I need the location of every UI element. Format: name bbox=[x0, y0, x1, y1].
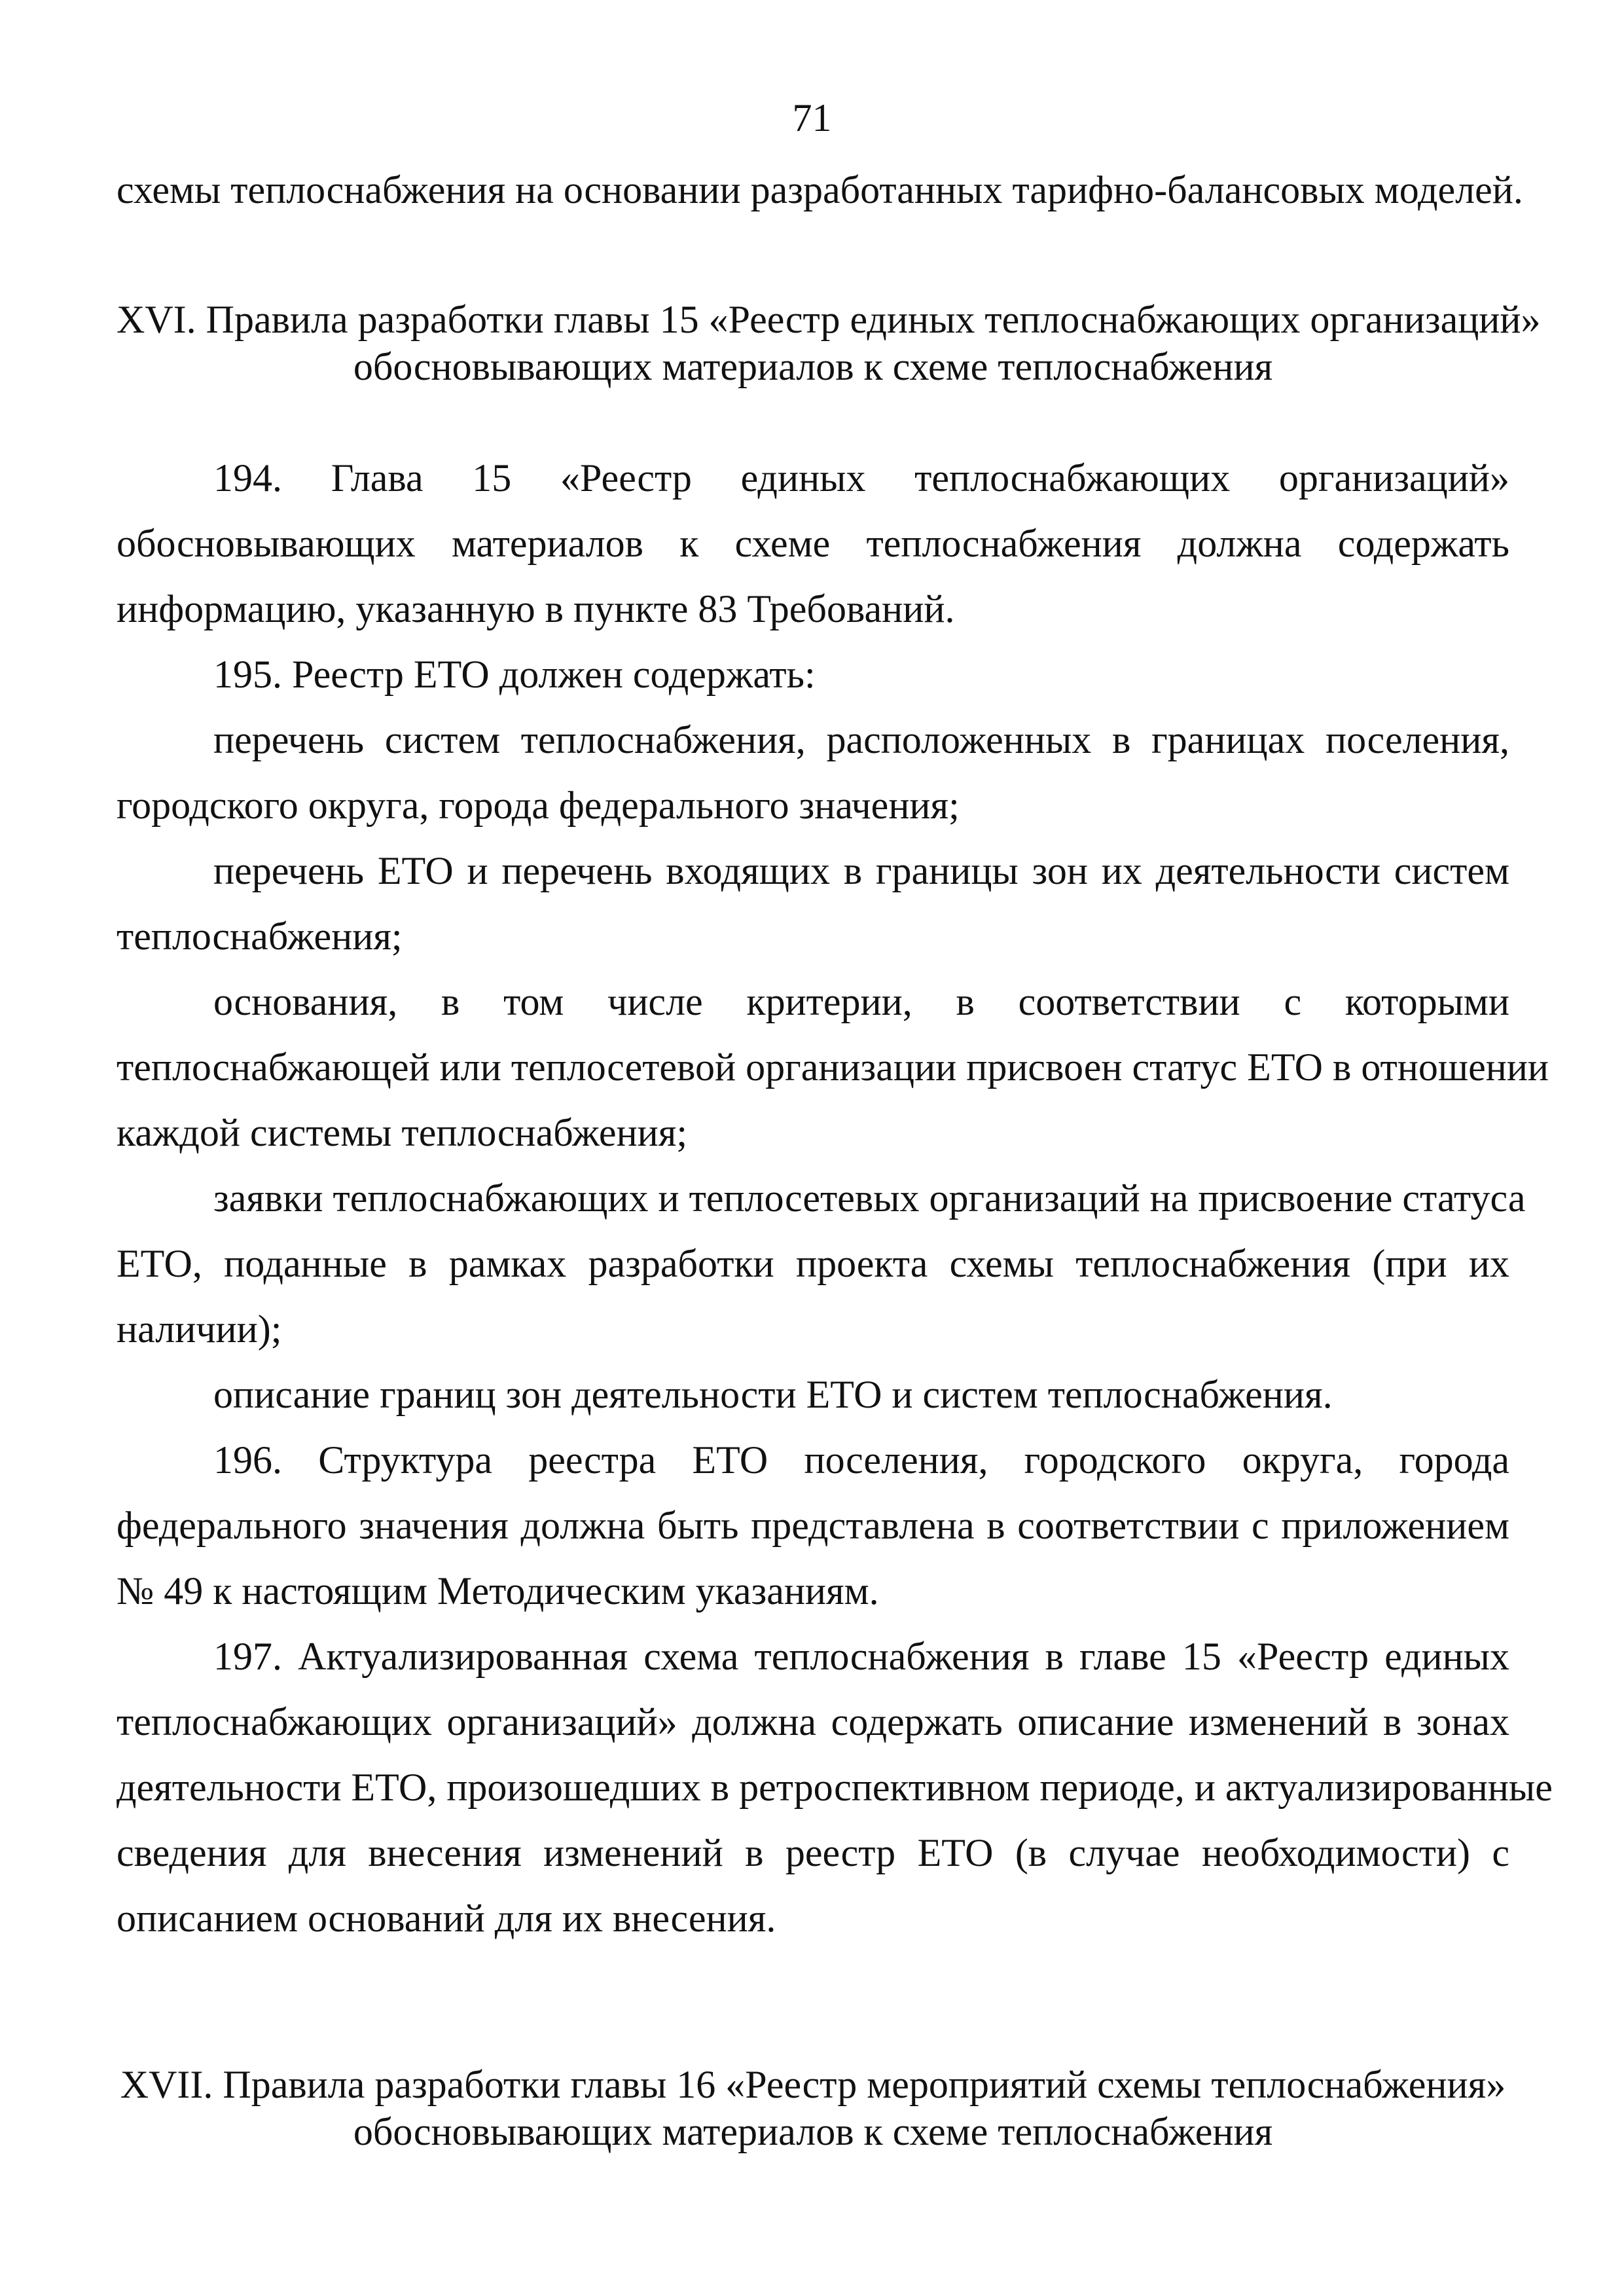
intro-paragraph bbox=[117, 157, 1523, 223]
paragraph-197-line-2: теплоснабжающих организаций» должна содержать описание изменений в зонах bbox=[117, 1700, 1509, 1743]
section-17-title-line-2: обосновывающих материалов к схеме теплоснабжения bbox=[353, 2110, 1273, 2153]
section-16-title-line-1: XVI. Правила разработки главы 15 «Реестр единых теплоснабжающих организаций» bbox=[117, 298, 1541, 341]
paragraph-194-line-2: обосновывающих материалов к схеме теплоснабжения должна содержать bbox=[117, 522, 1509, 565]
section-17-title-line-1: XVII. Правила разработки главы 16 «Реестр мероприятий схемы теплоснабжения» bbox=[120, 2063, 1506, 2106]
list-item-3-line-1: основания, в том числе критерии, в соответствии с которыми bbox=[213, 980, 1509, 1023]
list-item-3-line-2: теплоснабжающей или теплосетевой организации присвоен статус ЕТО в отношении bbox=[117, 1046, 1549, 1089]
section-16-title-line-2: обосновывающих материалов к схеме теплоснабжения bbox=[353, 345, 1273, 388]
list-item-1-line-1: перечень систем теплоснабжения, расположенных в границах поселения, bbox=[213, 718, 1509, 761]
page-number: 71 bbox=[792, 96, 832, 139]
paragraph-197-line-3: деятельности ЕТО, произошедших в ретроспективном периоде, и актуализированные bbox=[117, 1766, 1553, 1809]
list-item-5-line-1: описание границ зон деятельности ЕТО и систем теплоснабжения. bbox=[213, 1373, 1333, 1416]
list-item-4-line-2: ЕТО, поданные в рамках разработки проекта схемы теплоснабжения (при их bbox=[117, 1242, 1509, 1285]
list-item-2-line-1: перечень ЕТО и перечень входящих в границы зон их деятельности систем bbox=[213, 849, 1509, 892]
paragraph-197-line-1: 197. Актуализированная схема теплоснабжения в главе 15 «Реестр единых bbox=[213, 1635, 1509, 1678]
paragraph-196-line-2: федерального значения должна быть представлена в соответствии с приложением bbox=[117, 1504, 1509, 1547]
paragraph-194-line-1: 194. Глава 15 «Реестр единых теплоснабжающих организаций» bbox=[213, 456, 1509, 500]
list-item-1-line-2: городского округа, города федерального значения; bbox=[117, 784, 960, 827]
list-item-3-line-3: каждой системы теплоснабжения; bbox=[117, 1111, 688, 1154]
paragraph-196-line-3: № 49 к настоящим Методическим указаниям. bbox=[117, 1569, 879, 1613]
paragraph-197-line-5: описанием оснований для их внесения. bbox=[117, 1897, 776, 1940]
section-16-heading bbox=[117, 296, 1541, 390]
paragraph-194-line-3: информацию, указанную в пункте 83 Требований. bbox=[117, 587, 955, 630]
intro-line: схемы теплоснабжения на основании разработанных тарифно-балансовых моделей. bbox=[117, 168, 1523, 211]
body-text bbox=[117, 445, 1553, 1951]
section-17-heading bbox=[117, 2061, 1509, 2155]
paragraph-195: 195. Реестр ЕТО должен содержать: bbox=[213, 653, 816, 696]
paragraph-197-line-4: сведения для внесения изменений в реестр ЕТО (в случае необходимости) с bbox=[117, 1831, 1509, 1874]
list-item-2-line-2: теплоснабжения; bbox=[117, 915, 403, 958]
list-item-4-line-3: наличии); bbox=[117, 1307, 282, 1351]
paragraph-196-line-1: 196. Структура реестра ЕТО поселения, городского округа, города bbox=[213, 1438, 1509, 1482]
list-item-4-line-1: заявки теплоснабжающих и теплосетевых организаций на присвоение статуса bbox=[213, 1176, 1526, 1220]
